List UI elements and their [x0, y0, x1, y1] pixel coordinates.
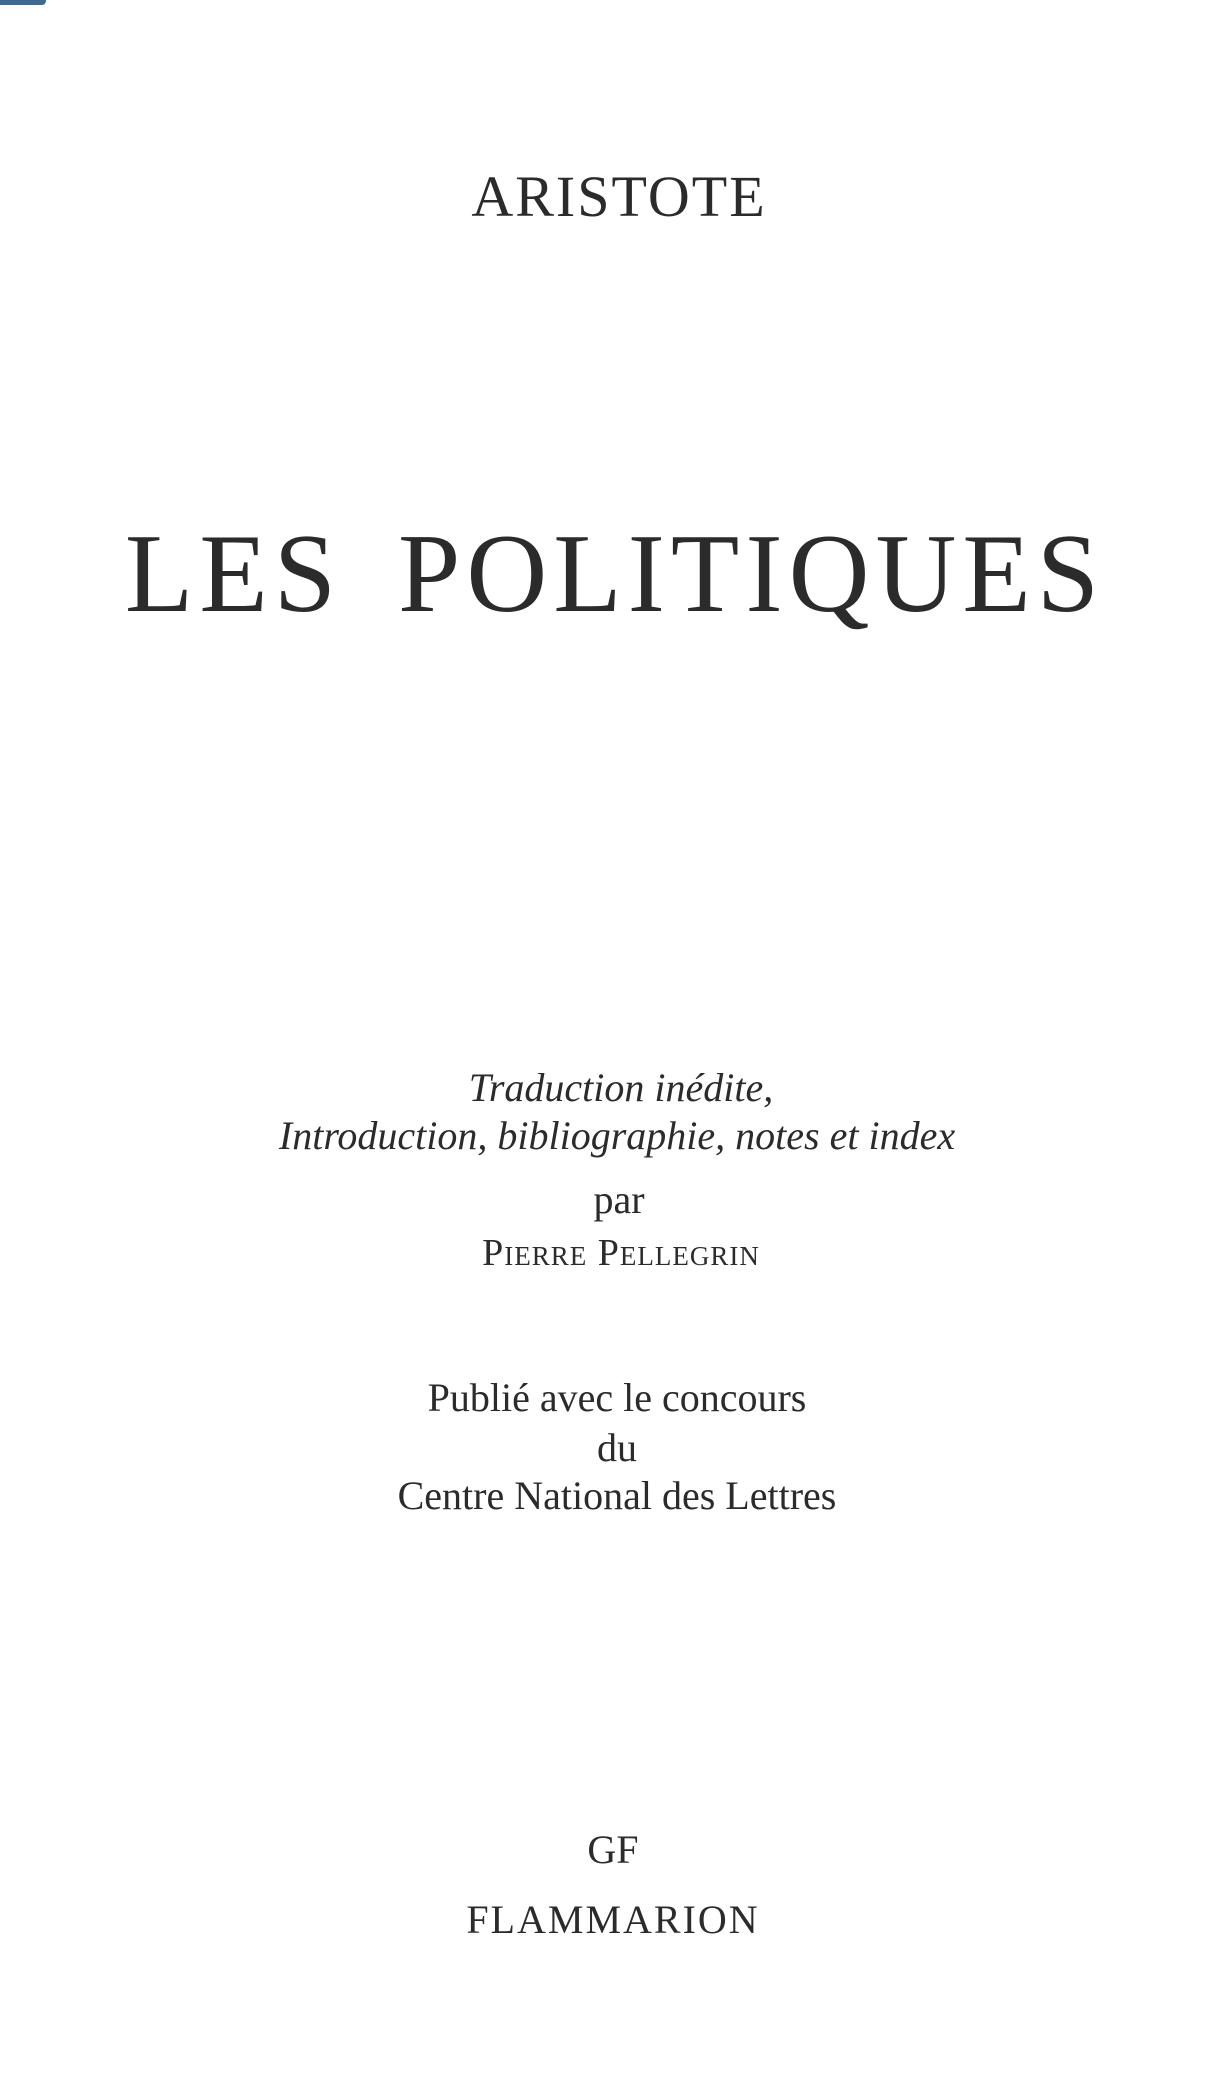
- author-name: ARISTOTE: [471, 164, 767, 229]
- publisher-name: FLAMMARION: [466, 1897, 760, 1942]
- credits-line-2: Introduction, bibliographie, notes et index: [278, 1113, 956, 1158]
- scan-edge-mark: [0, 0, 46, 5]
- publication-note-line-2: du: [597, 1425, 637, 1470]
- translator-name: Pierre Pellegrin: [482, 1232, 760, 1274]
- publication-note-line-3: Centre National des Lettres: [397, 1473, 837, 1518]
- publication-note-line-1: Publié avec le concours: [427, 1375, 807, 1420]
- credits-line-1: Traduction inédite,: [468, 1065, 774, 1110]
- collection-name: GF: [587, 1827, 639, 1872]
- book-title: LES POLITIQUES: [124, 512, 1106, 636]
- credits-connector: par: [593, 1177, 645, 1222]
